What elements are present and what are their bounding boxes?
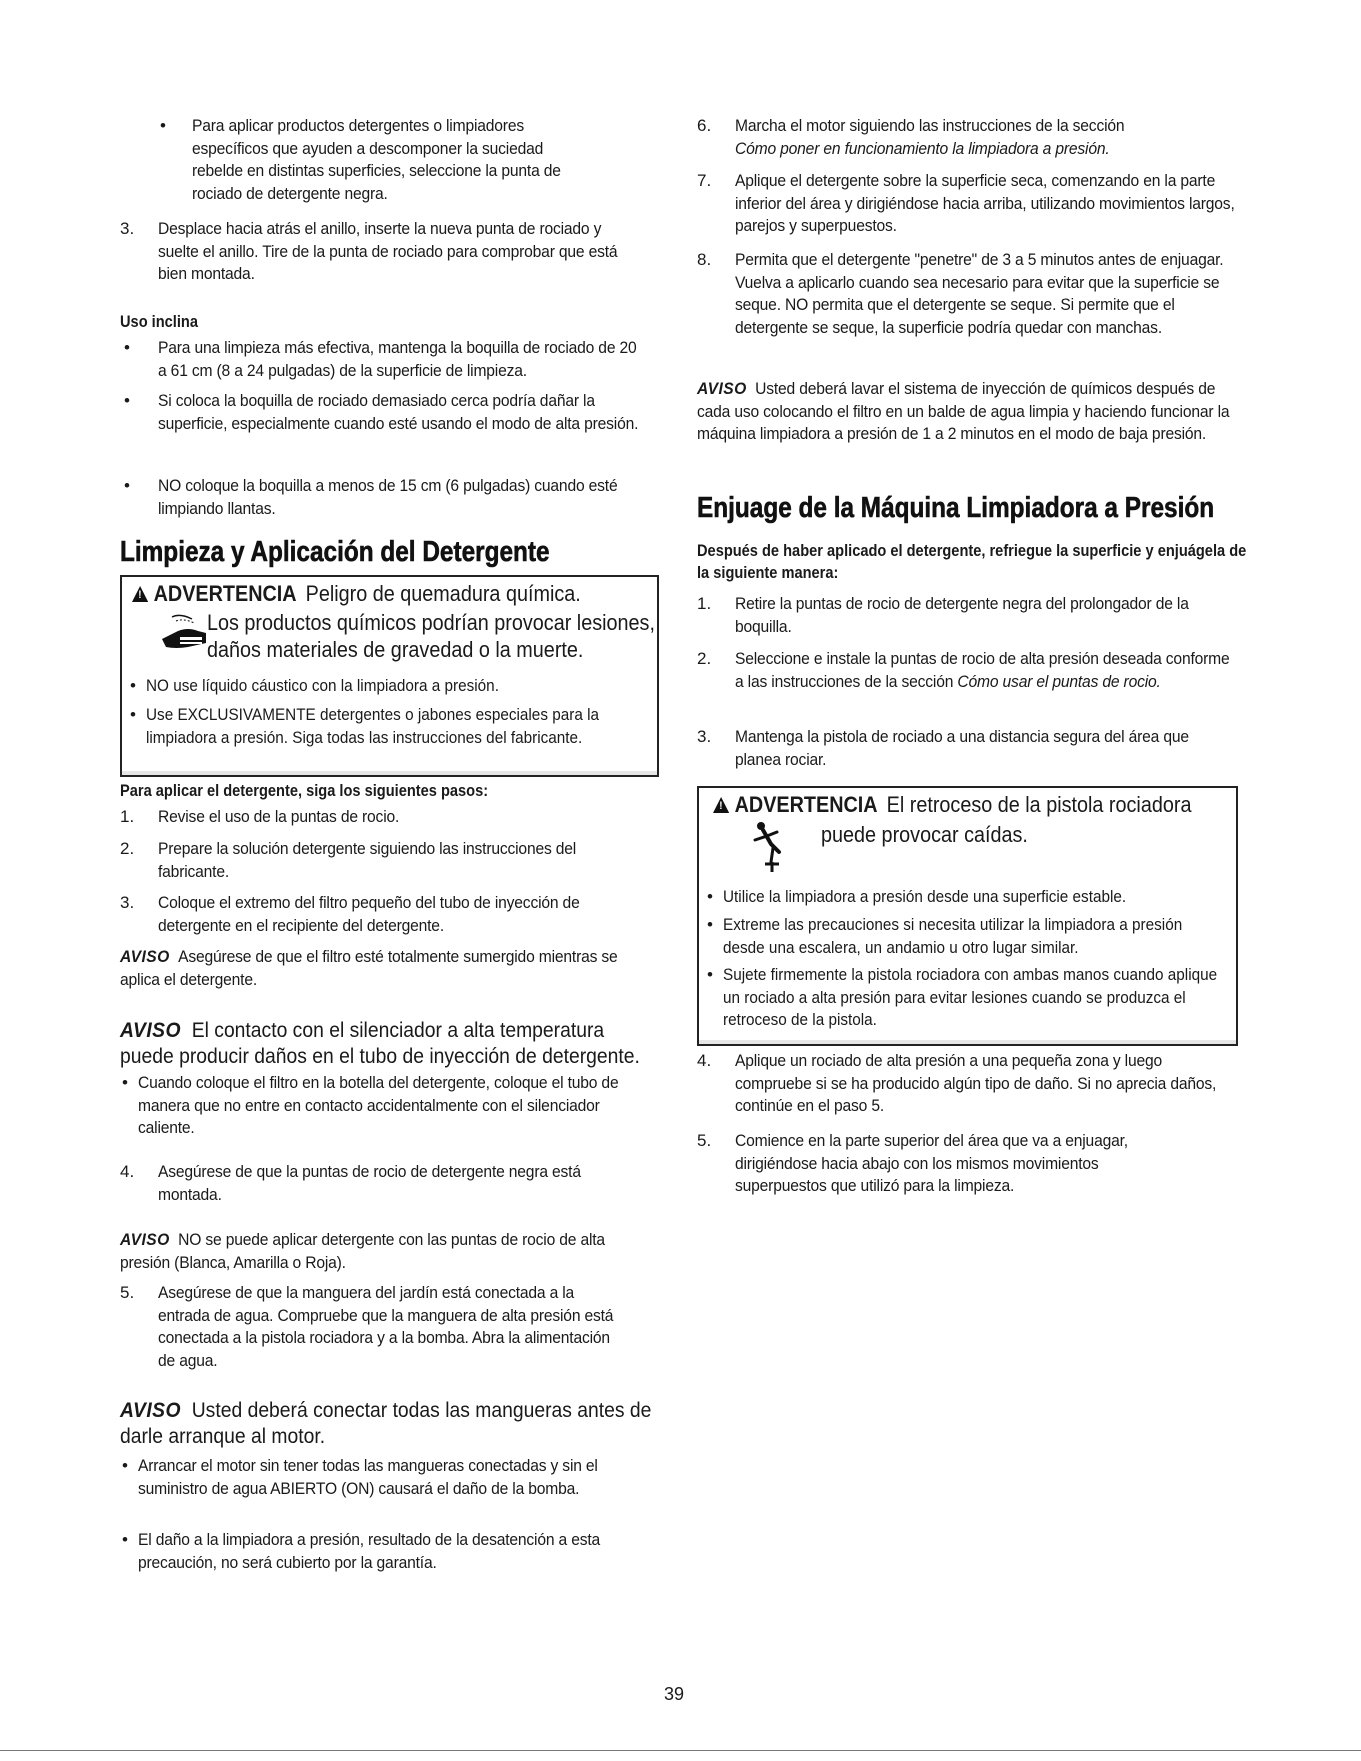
step-text-italic: Cómo usar el puntas de rocio.: [957, 671, 1161, 691]
step-number: 1.: [697, 594, 712, 613]
aviso-tag: AVISO: [120, 1399, 181, 1422]
bullet-text: Arrancar el motor sin tener todas las mangueras conectadas y sin el suministro de agua ABIERTO (ON) causará el daño de la bomba.: [138, 1456, 598, 1498]
bullet-item: [160, 115, 632, 205]
step-number: 2.: [120, 839, 135, 858]
aviso-note: [120, 1229, 658, 1274]
aviso-note-large: [120, 1398, 663, 1450]
aviso-text: NO se puede aplicar detergente con las puntas de rocio de alta presión (Blanca, Amarilla o Roja).: [120, 1230, 605, 1272]
step-text: Desplace hacia atrás el anillo, inserte la nueva punta de rociado y suelte el anillo. Tire de la punta de rociado para comprobar que está bien montada.: [158, 219, 618, 283]
bullet-dot: •: [122, 1530, 128, 1549]
step-text-wrap: [735, 648, 1232, 693]
warning-bullet: [707, 914, 1283, 959]
step-number: 5.: [697, 1131, 712, 1150]
aviso-text: Usted deberá lavar el sistema de inyección de químicos después de cada uso colocando el filtro en un balde de agua limpia y haciendo funcionar la máquina limpiadora a presión de 1 a 2 minutos en el modo de baja presión.: [697, 379, 1230, 443]
aviso-tag: AVISO: [120, 1230, 170, 1249]
step-item: [697, 648, 1275, 693]
bullet-dot: •: [122, 1073, 128, 1092]
step-number: 3.: [120, 219, 135, 238]
subheading-uso-inclina: Uso inclina: [120, 312, 198, 331]
bullet-dot: •: [160, 116, 166, 135]
aviso-note-large: [120, 1018, 663, 1070]
steps-heading: Para aplicar el detergente, siga los siguientes pasos:: [120, 781, 489, 800]
aviso-note: [697, 378, 1240, 446]
step-text: Coloque el extremo del filtro pequeño del tubo de inyección de detergente en el recipiente del detergente.: [158, 893, 580, 935]
step-number: 8.: [697, 250, 712, 269]
step-text: Marcha el motor siguiendo las instrucciones de la sección: [735, 116, 1125, 135]
bullet-text: Si coloca la boquilla de rociado demasiado cerca podría dañar la superficie, especialmente cuando esté usando el modo de alta presión.: [158, 391, 639, 433]
step-number: 4.: [697, 1051, 712, 1070]
bullet-dot: •: [707, 887, 713, 906]
warning-title: El retroceso de la pistola rociadora: [886, 792, 1192, 817]
warning-triangle-icon: [713, 797, 729, 813]
step-item: [120, 892, 688, 937]
warning-line: daños materiales de gravedad o la muerte.: [207, 637, 584, 662]
step-text: Permita que el detergente "penetre" de 3 a 5 minutos antes de enjuagar. Vuelva a aplicarlo cuando sea necesario para evitar que la superficie se seque. NO permita que el detergente se seque. Si permite que el detergente se seque, la superficie podría quedar con manchas.: [735, 250, 1224, 337]
bullet-dot: •: [130, 705, 136, 724]
bullet-item: [122, 1072, 703, 1140]
step-text: Comience en la parte superior del área que va a enjuagar, dirigiéndose hacia abajo con los mismos movimientos superpuestos que utilizó para la limpieza.: [735, 1131, 1128, 1195]
step-item: [697, 1050, 1265, 1118]
warning-bullet-text: Sujete firmemente la pistola rociadora con ambas manos cuando aplique un rociado a alta presión para evitar lesiones cuando se produzca el retroceso de la pistola.: [723, 965, 1218, 1029]
warning-header: [713, 792, 1191, 818]
bottom-rule: [0, 1750, 1361, 1751]
step-text-italic: Cómo poner en funcionamiento la limpiadora a presión.: [735, 138, 1110, 158]
step-item: [697, 249, 1280, 339]
section-title-limpieza: Limpieza y Aplicación del Detergente: [120, 536, 550, 568]
step-number: 1.: [120, 807, 135, 826]
step-text: Mantenga la pistola de rociado a una distancia segura del área que planea rociar.: [735, 727, 1189, 769]
aviso-tag: AVISO: [120, 1019, 181, 1042]
warning-label: ADVERTENCIA: [153, 581, 297, 606]
warning-line: puede provocar caídas.: [821, 822, 1028, 847]
bullet-dot: •: [707, 965, 713, 984]
warning-bullet: [130, 704, 706, 749]
step-text: Asegúrese de que la manguera del jardín está conectada a la entrada de agua. Compruebe que la manguera de alta presión está conectada a la pistola rociadora y a la bomba. Abra la alimentación de agua.: [158, 1283, 614, 1370]
step-text: Aplique el detergente sobre la superficie seca, comenzando en la parte inferior del área y dirigiéndose hacia arriba, utilizando movimientos largos, parejos y superpuestos.: [735, 171, 1235, 235]
warning-line: Los productos químicos podrían provocar lesiones,: [207, 610, 655, 635]
bullet-item: [124, 390, 688, 435]
aviso-text: El contacto con el silenciador a alta temperatura puede producir daños en el tubo de inyección de detergente.: [120, 1019, 640, 1068]
step-text: Asegúrese de que la puntas de rocio de detergente negra está montada.: [158, 1162, 581, 1204]
step-text-wrap: [735, 115, 1213, 160]
bullet-text: NO coloque la boquilla a menos de 15 cm (6 pulgadas) cuando esté limpiando llantas.: [158, 476, 618, 518]
bullet-text: Cuando coloque el filtro en la botella del detergente, coloque el tubo de manera que no entre en contacto accidentalmente con el silenciador caliente.: [138, 1073, 619, 1137]
step-number: 2.: [697, 649, 712, 668]
aviso-text: Asegúrese de que el filtro esté totalmente sumergido mientras se aplica el detergente.: [120, 947, 618, 989]
step-item: [120, 1161, 688, 1206]
bullet-dot: •: [124, 476, 130, 495]
warning-title: Peligro de quemadura química.: [305, 581, 581, 606]
chemical-burn-hand-icon: [158, 613, 210, 655]
aviso-note: [120, 946, 658, 991]
section-title-enjuage: Enjuage de la Máquina Limpiadora a Presión: [697, 492, 1215, 524]
step-text: Prepare la solución detergente siguiendo las instrucciones del fabricante.: [158, 839, 577, 881]
step-item: [697, 170, 1280, 238]
step-item: [120, 218, 688, 286]
bullet-dot: •: [124, 391, 130, 410]
warning-bullet-text: Extreme las precauciones si necesita utilizar la limpiadora a presión desde una escalera, un andamio u otro lugar similar.: [723, 915, 1183, 957]
warning-header: [132, 581, 581, 607]
bullet-dot: •: [122, 1456, 128, 1475]
aviso-tag: AVISO: [120, 947, 170, 966]
step-number: 3.: [120, 893, 135, 912]
rinse-heading: Después de haber aplicado el detergente, refriegue la superficie y enjuágela de la siguiente manera:: [697, 541, 1247, 582]
bullet-text: Para una limpieza más efectiva, mantenga la boquilla de rociado de 20 a 61 cm (8 a 24 pulgadas) de la superficie de limpieza.: [158, 338, 637, 380]
aviso-tag: AVISO: [697, 379, 747, 398]
step-item: [120, 838, 688, 883]
warning-box-kickback: [697, 786, 1238, 1046]
bullet-item: [124, 475, 688, 520]
step-number: 3.: [697, 727, 712, 746]
warning-bullet: [707, 964, 1283, 1032]
warning-bullet: [130, 675, 706, 698]
bullet-dot: •: [130, 676, 136, 695]
aviso-text: Usted deberá conectar todas las mangueras antes de darle arranque al motor.: [120, 1399, 652, 1448]
bullet-dot: •: [707, 915, 713, 934]
step-item: [697, 1130, 1225, 1198]
step-item: [697, 115, 1255, 160]
warning-bullet: [707, 886, 1283, 909]
warning-triangle-icon: [132, 586, 148, 602]
step-number: 7.: [697, 171, 712, 190]
step-number: 5.: [120, 1283, 135, 1302]
bullet-item: [122, 1455, 698, 1500]
page-number: 39: [664, 1684, 685, 1704]
warning-bullet-text: NO use líquido cáustico con la limpiadora a presión.: [146, 676, 499, 695]
step-item: [697, 593, 1275, 638]
bullet-dot: •: [124, 338, 130, 357]
step-text: Seleccione e instale la puntas de rocio de alta presión deseada conforme a las instrucciones de la sección: [735, 649, 1230, 691]
bullet-item: [124, 337, 688, 382]
step-item: [120, 806, 688, 829]
step-item: [697, 726, 1275, 771]
step-item: [120, 1282, 668, 1372]
step-number: 6.: [697, 116, 712, 135]
bullet-text: Para aplicar productos detergentes o limpiadores específicos que ayuden a descomponer la suciedad rebelde en distintas superficies, seleccione la punta de rociado de detergente negra.: [192, 116, 561, 203]
step-text: Aplique un rociado de alta presión a una pequeña zona y luego compruebe si se ha producido algún tipo de daño. Si no aprecia daños, continúe en el paso 5.: [735, 1051, 1217, 1115]
warning-bullet-text: Use EXCLUSIVAMENTE detergentes o jabones especiales para la limpiadora a presión. Siga todas las instrucciones del fabricante.: [146, 705, 600, 747]
warning-box-chemical: [120, 575, 659, 777]
bullet-text: El daño a la limpiadora a presión, resultado de la desatención a esta precaución, no será cubierto por la garantía.: [138, 1530, 601, 1572]
bullet-item: [122, 1529, 698, 1574]
step-number: 4.: [120, 1162, 135, 1181]
step-text: Revise el uso de la puntas de rocio.: [158, 807, 400, 826]
warning-bullet-text: Utilice la limpiadora a presión desde una superficie estable.: [723, 887, 1127, 906]
person-falling-icon: [749, 818, 791, 874]
warning-label: ADVERTENCIA: [734, 792, 878, 817]
step-text: Retire la puntas de rocio de detergente negra del prolongador de la boquilla.: [735, 594, 1189, 636]
